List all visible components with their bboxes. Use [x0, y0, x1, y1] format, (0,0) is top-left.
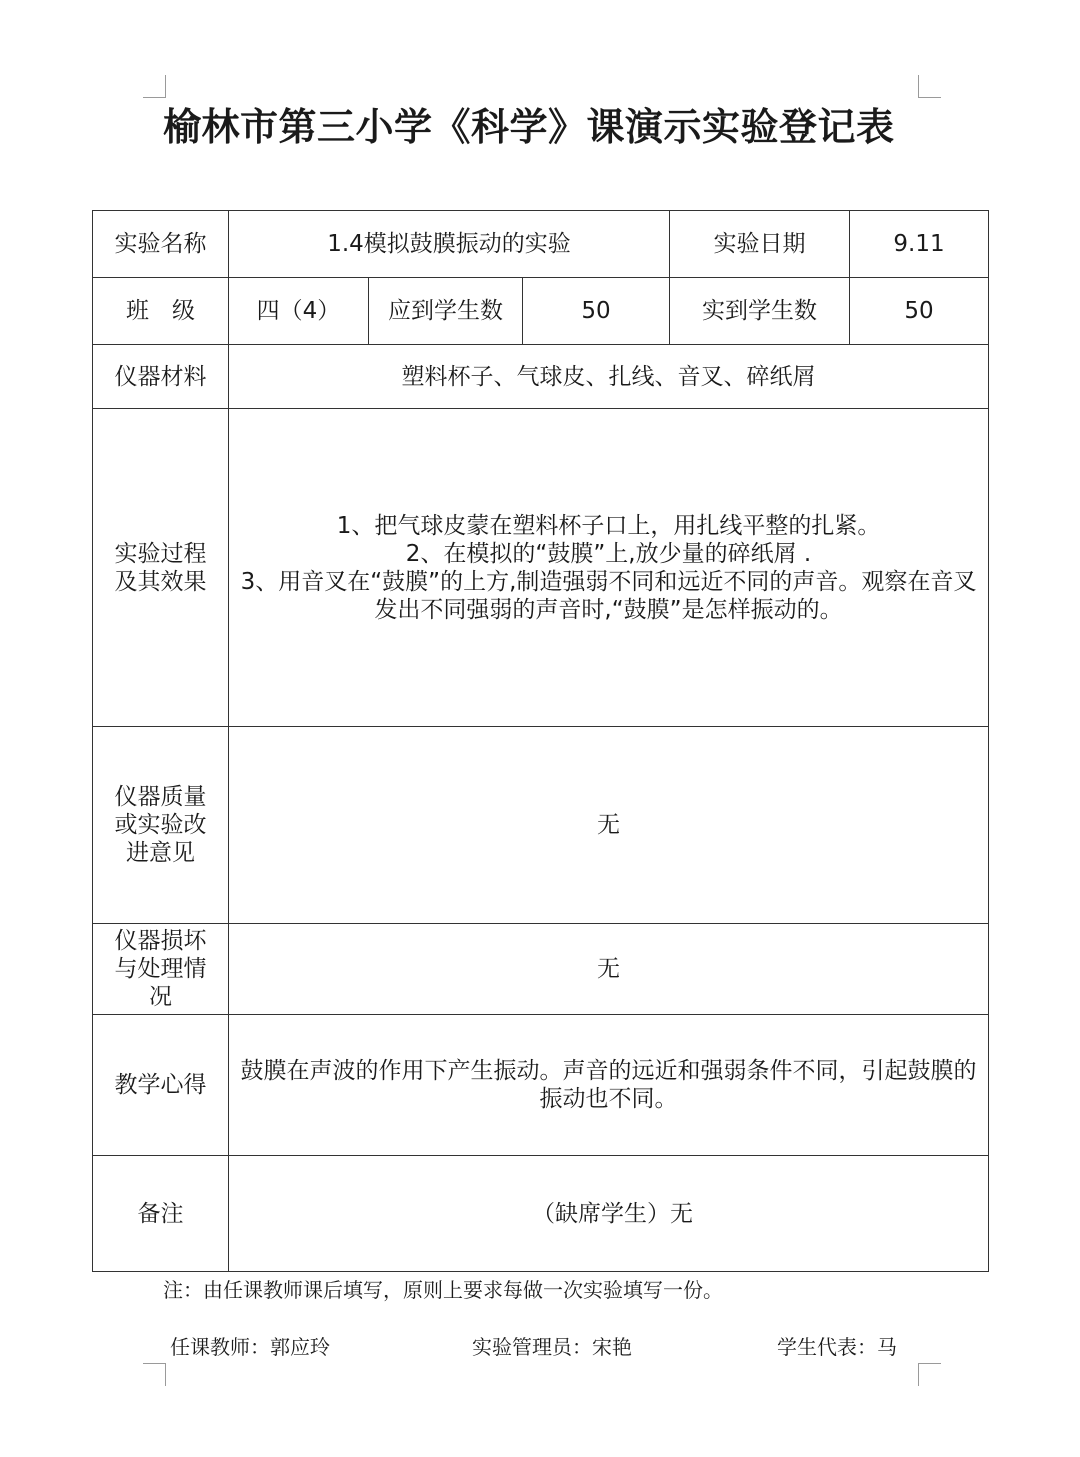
expected-students-label: 应到学生数 — [369, 278, 523, 345]
damage-label: 仪器损坏与处理情况 — [93, 924, 229, 1015]
experiment-name-label: 实验名称 — [93, 211, 229, 278]
crop-mark-bottom-left — [143, 1363, 166, 1386]
actual-students-value: 50 — [850, 278, 989, 345]
process-step: 2、在模拟的“鼓膜”上,放少量的碎纸屑 . — [405, 540, 812, 567]
expected-students-value: 50 — [523, 278, 670, 345]
experiment-date-value: 9.11 — [850, 211, 989, 278]
remarks-value: （缺席学生）无 — [229, 1156, 989, 1272]
experiment-register-table — [92, 210, 989, 1272]
crop-mark-top-left — [143, 75, 166, 98]
crop-mark-bottom-right — [918, 1363, 941, 1386]
actual-students-label: 实到学生数 — [670, 278, 850, 345]
process-label: 实验过程及其效果 — [93, 409, 229, 727]
materials-label: 仪器材料 — [93, 345, 229, 409]
page-title: 榆林市第三小学《科学》课演示实验登记表 — [163, 105, 895, 149]
quality-value: 无 — [229, 727, 989, 924]
reflection-value: 鼓膜在声波的作用下产生振动。声音的远近和强弱条件不同，引起鼓膜的振动也不同。 — [229, 1015, 989, 1156]
footer-note: 注：由任课教师课后填写，原则上要求每做一次实验填写一份。 — [163, 1278, 723, 1302]
admin-signature: 实验管理员：宋艳 — [472, 1335, 632, 1359]
damage-value: 无 — [229, 924, 989, 1015]
process-steps — [229, 409, 989, 727]
class-label: 班 级 — [93, 278, 229, 345]
remarks-label: 备注 — [93, 1156, 229, 1272]
class-value: 四（4） — [229, 278, 369, 345]
materials-value: 塑料杯子、气球皮、扎线、音叉、碎纸屑 — [229, 345, 989, 409]
process-step: 1、把气球皮蒙在塑料杯子口上，用扎线平整的扎紧。 — [336, 512, 881, 539]
student-rep-signature: 学生代表：马 — [777, 1335, 897, 1359]
process-step: 3、用音叉在“鼓膜”的上方,制造强弱不同和远近不同的声音。观察在音叉发出不同强弱的声音时,“鼓膜”是怎样振动的。 — [240, 568, 977, 623]
crop-mark-top-right — [918, 75, 941, 98]
experiment-date-label: 实验日期 — [670, 211, 850, 278]
experiment-name-value: 1.4模拟鼓膜振动的实验 — [229, 211, 670, 278]
reflection-label: 教学心得 — [93, 1015, 229, 1156]
teacher-signature: 任课教师：郭应玲 — [170, 1335, 330, 1359]
quality-label: 仪器质量或实验改进意见 — [93, 727, 229, 924]
